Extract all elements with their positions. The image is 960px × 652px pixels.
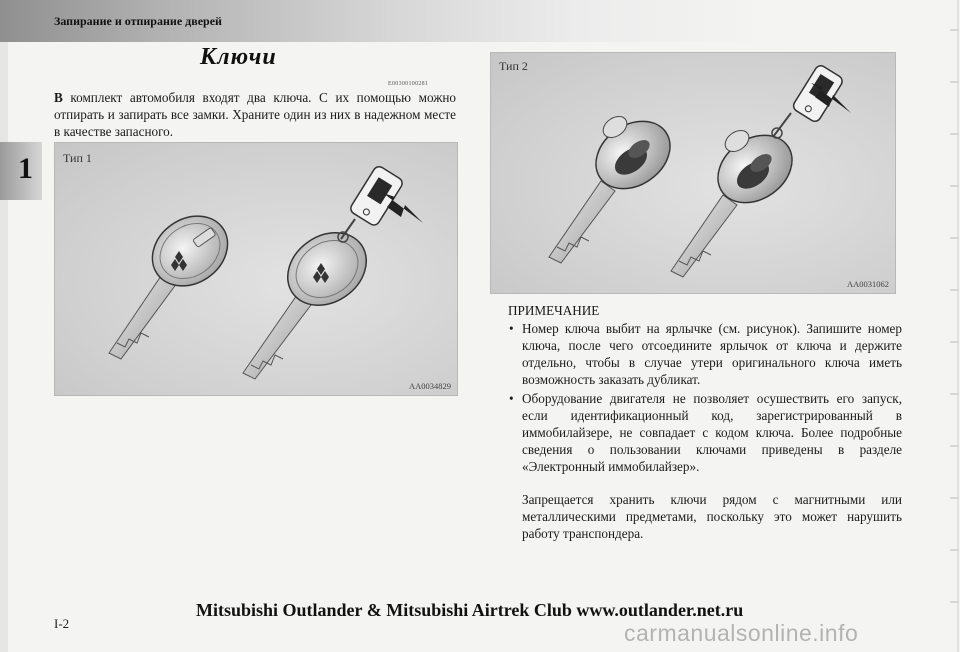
note-block — [508, 302, 902, 542]
note-item-text: Оборудование двигателя не позволяет осушествить его запуск, если идентификационный код, зарегистрированный в иммобилайзере, не совпадает с кодом ключа. Более подробные сведения о пользовании ключами приведены в разделе «Электронный иммобилайзер». — [522, 391, 902, 474]
intro-dropcap: В — [54, 90, 63, 105]
figure-key-type-1 — [54, 142, 458, 396]
figure-code-type-1: AA0034829 — [408, 381, 451, 391]
page-number: I-2 — [54, 616, 70, 631]
key-type-1-illustration — [55, 143, 457, 395]
key-a — [109, 202, 241, 359]
key-type-2-illustration — [491, 53, 895, 293]
intro-paragraph — [54, 89, 456, 140]
note-item-text: Номер ключа выбит на ярлычке (см. рисунок). Запишите номер ключа, после чего отсоедините ярлычок от ключа и держите отдельно, чтобы в случае утери оригинального ключа иметь возможность заказать дубликат. — [522, 321, 902, 387]
document-code: E00300100281 — [388, 81, 429, 87]
left-margin-stripe — [0, 42, 8, 652]
page-title: Ключи — [200, 44, 277, 70]
section-title: Запирание и отпирание дверей — [54, 14, 222, 28]
chapter-number: 1 — [18, 152, 33, 185]
figure-key-type-2 — [490, 52, 896, 294]
figure-code-type-2: AA0031062 — [846, 279, 889, 289]
note-item — [508, 390, 902, 475]
page-edge-marks — [940, 0, 960, 652]
footer-club-text: Mitsubishi Outlander & Mitsubishi Airtrek Club www.outlander.net.ru — [196, 600, 744, 620]
note-warning: Запрещается хранить ключи рядом с магнитными или металлическими предметами, поскольку это может нарушить работу транспондера. — [522, 492, 902, 541]
figure-label-type-2: Тип 2 — [499, 59, 528, 73]
note-title: ПРИМЕЧАНИЕ — [508, 303, 600, 318]
intro-text: комплект автомобиля входят два ключа. С их помощью можно отпирать и запирать все замки. Храните один из них в надежном месте в качестве запасного. — [54, 90, 456, 139]
note-bullet: • — [509, 321, 514, 336]
remote-key-b — [671, 64, 851, 277]
figure-label-type-1: Тип 1 — [63, 151, 92, 165]
remote-key-a — [549, 107, 683, 263]
note-bullet: • — [509, 391, 514, 406]
note-item — [508, 320, 902, 388]
key-b — [243, 164, 423, 379]
watermark: carmanualsonline.info — [624, 620, 859, 646]
